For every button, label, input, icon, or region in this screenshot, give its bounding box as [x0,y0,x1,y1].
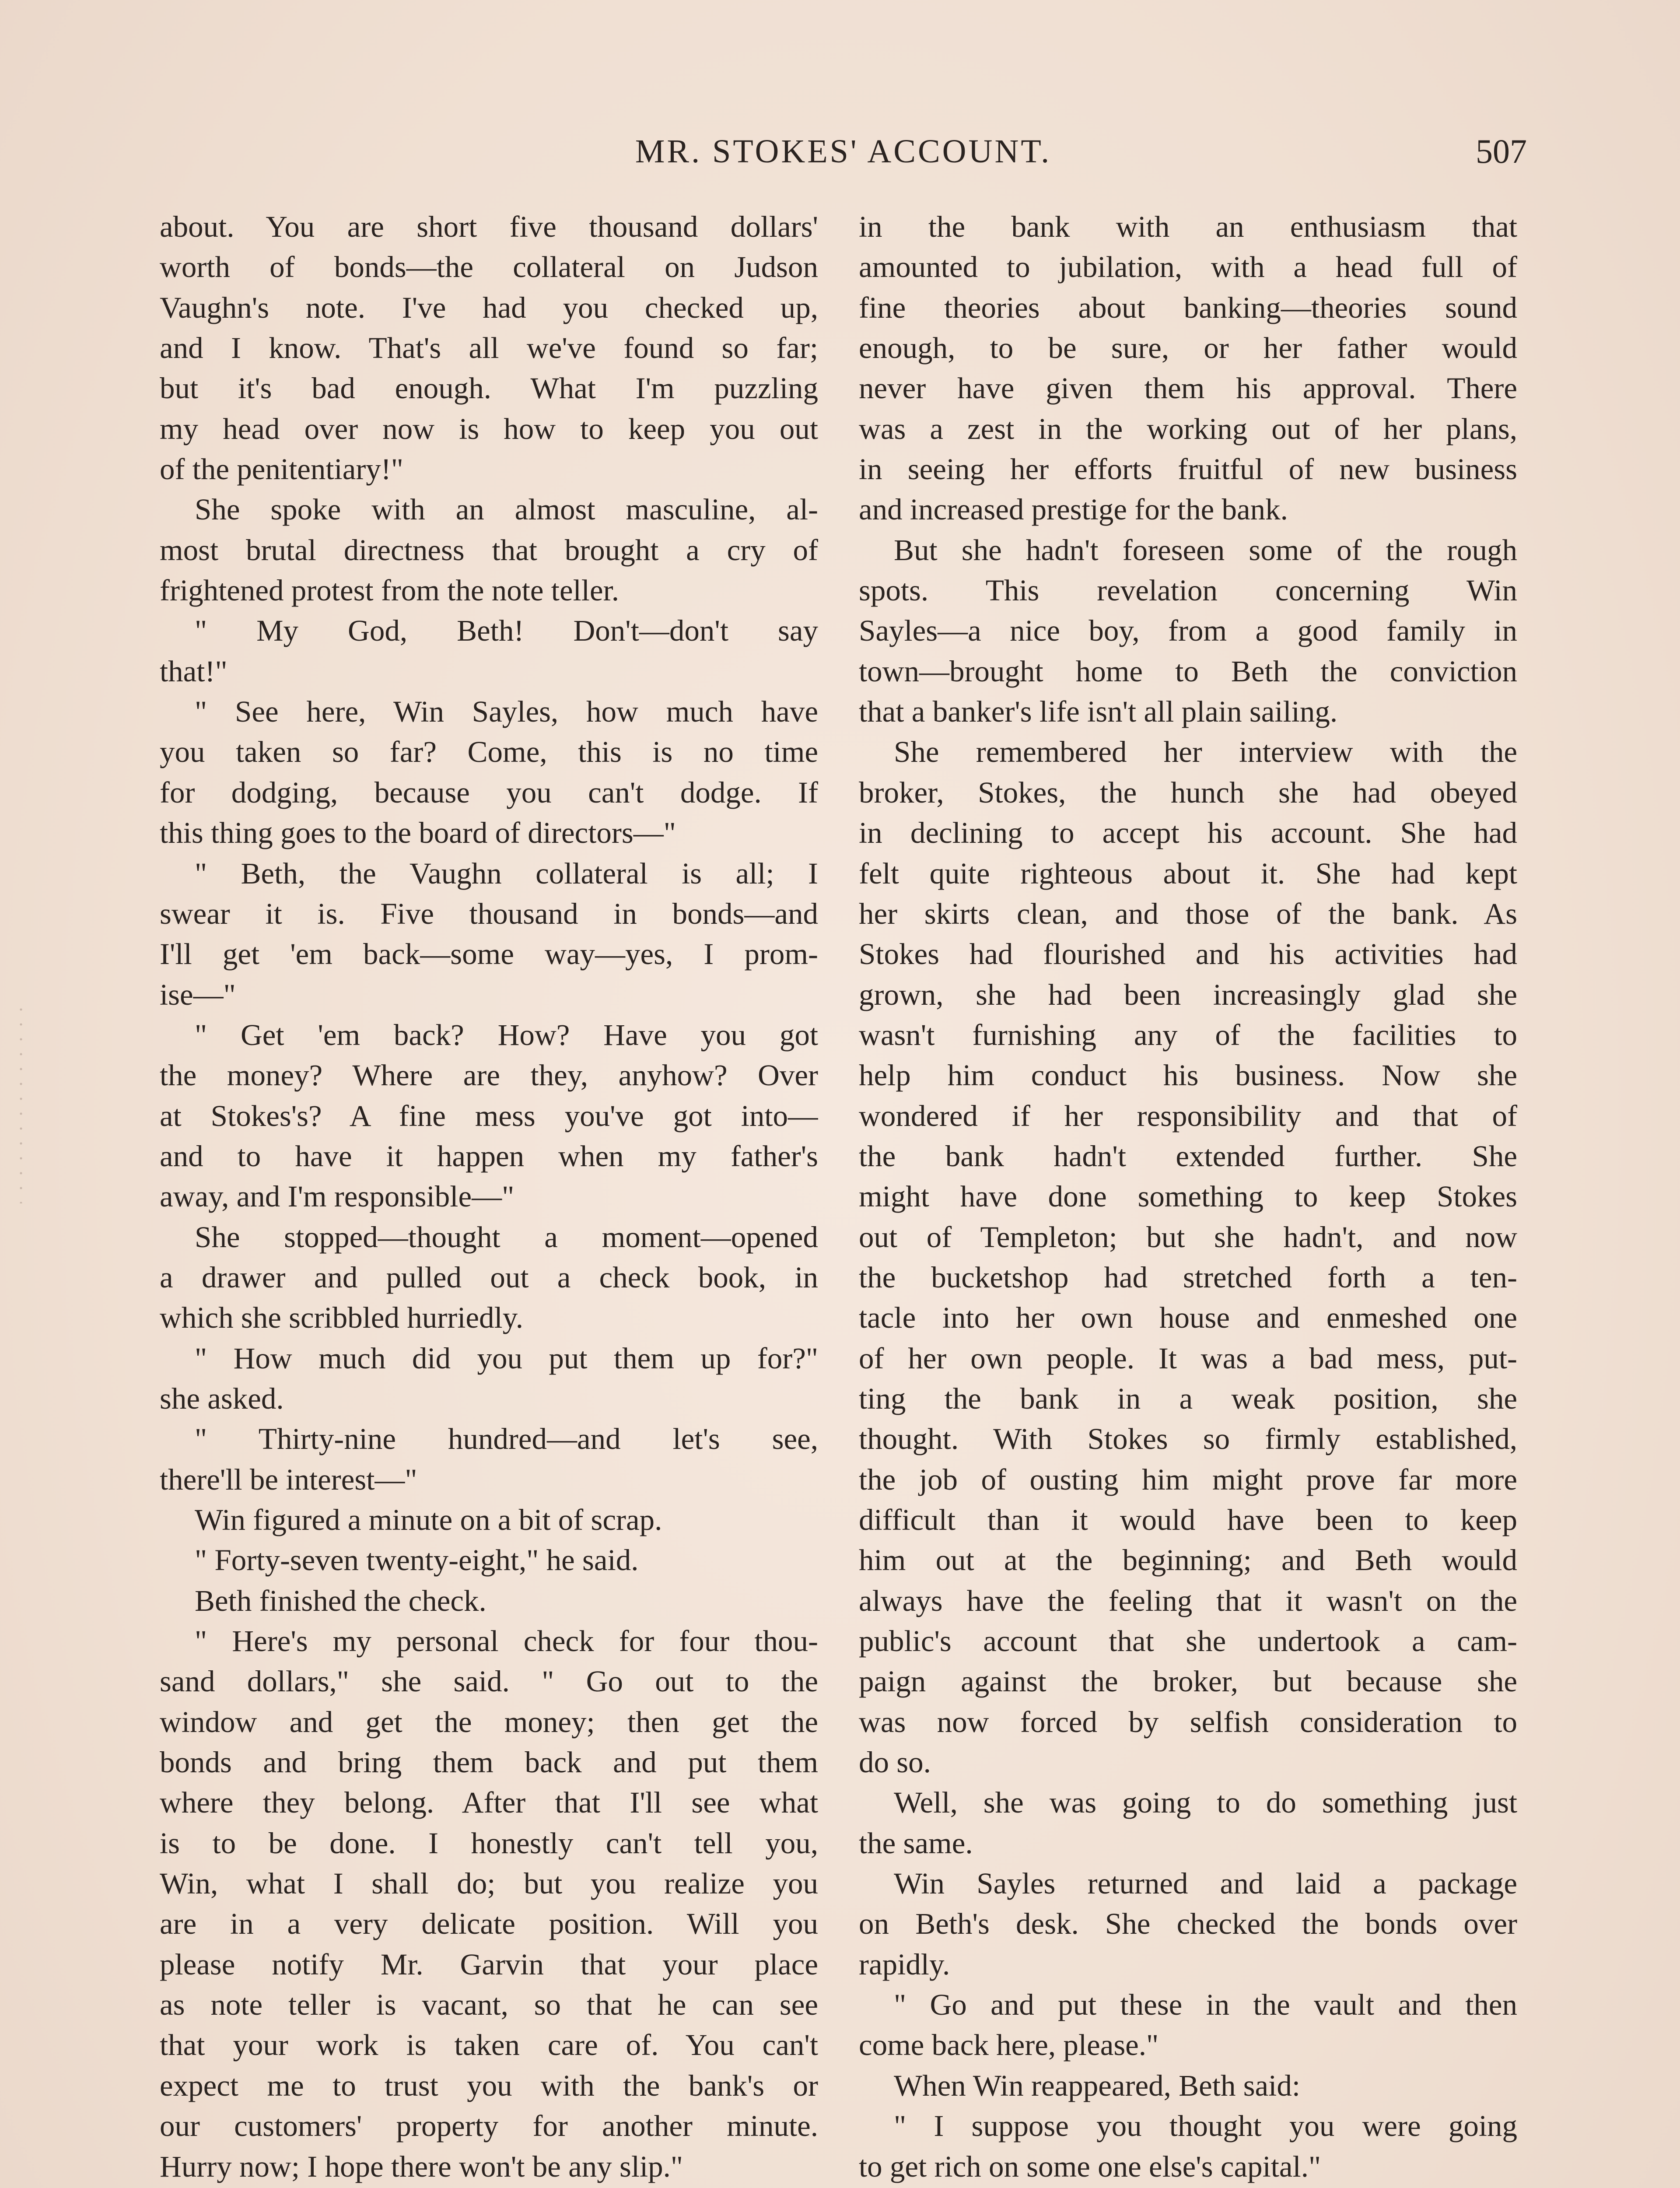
text-line: frightened protest from the note teller. [160,574,619,607]
text-line: this thing goes to the board of directors—" [160,816,676,850]
text-line: that a banker's life isn't all plain sailing. [859,695,1338,729]
text-line: public's account that she undertook a cam- [859,1624,1517,1658]
right-text-column [859,207,1517,2188]
text-line: you taken so far? Come, this is no time [160,735,818,769]
text-line: the job of ousting him might prove far more [859,1462,1517,1496]
text-line: She remembered her interview with the [894,735,1517,769]
text-line: " How much did you put them up for?" [195,1341,818,1375]
text-line: ise—" [160,978,236,1011]
text-line: there'll be interest—" [160,1462,417,1496]
text-line: bonds and bring them back and put them [160,1746,818,1779]
text-line: She stopped—thought a moment—opened [195,1220,818,1254]
text-line: difficult than it would have been to keep [859,1503,1517,1536]
text-line: expect me to trust you with the bank's or [160,2069,818,2102]
text-line: a drawer and pulled out a check book, in [160,1260,818,1294]
text-line: fine theories about banking—theories sound [859,291,1517,324]
text-line: broker, Stokes, the hunch she had obeyed [859,775,1517,809]
text-line: that!" [160,654,228,688]
text-line: She spoke with an almost masculine, al- [195,493,818,526]
text-line: enough, to be sure, or her father would [859,331,1517,365]
text-line: most brutal directness that brought a cry of [160,533,818,567]
text-line: But she hadn't foreseen some of the rough [894,533,1517,567]
text-line: was now forced by selfish consideration to [859,1705,1517,1739]
text-line: him out at the beginning; and Beth would [859,1543,1517,1577]
text-line: always have the feeling that it wasn't on the [859,1584,1517,1617]
text-line: town—brought home to Beth the conviction [859,654,1517,688]
text-line: in the bank with an enthusiasm that [859,210,1517,243]
running-head [160,130,1527,173]
text-line: Vaughn's note. I've had you checked up, [160,291,818,324]
text-line: felt quite righteous about it. She had kept [859,856,1517,890]
text-line: but it's bad enough. What I'm puzzling [160,372,818,405]
text-line: Sayles—a nice boy, from a good family in [859,614,1517,648]
text-line: the same. [859,1826,973,1860]
text-line: she asked. [160,1382,284,1415]
text-line: help him conduct his business. Now she [859,1059,1517,1092]
text-line: wasn't furnishing any of the facilities to [859,1018,1517,1052]
text-line: at Stokes's? A fine mess you've got into— [160,1099,818,1133]
text-line: and to have it happen when my father's [160,1139,818,1173]
text-line: that your work is taken care of. You can't [160,2028,818,2062]
text-line: grown, she had been increasingly glad she [859,978,1517,1011]
text-line: swear it is. Five thousand in bonds—and [160,897,818,930]
text-line: Stokes had flourished and his activities had [859,937,1517,971]
text-line: " Forty-seven twenty-eight," he said. [195,1543,639,1577]
margin-perforation-dots [18,1002,24,1203]
text-line: wondered if her responsibility and that of [859,1099,1517,1133]
text-line: never have given them his approval. There [859,372,1517,405]
text-line: the money? Where are they, anyhow? Over [160,1059,818,1092]
text-line: the bucketshop had stretched forth a ten- [859,1260,1517,1294]
text-line: come back here, please." [859,2028,1159,2062]
text-line: are in a very delicate position. Will you [160,1907,818,1941]
text-line: worth of bonds—the collateral on Judson [160,250,818,284]
text-line: When Win reappeared, Beth said: [894,2069,1301,2102]
text-line: on Beth's desk. She checked the bonds over [859,1907,1517,1941]
text-line: away, and I'm responsible—" [160,1180,514,1213]
text-line: in seeing her efforts fruitful of new business [859,452,1517,486]
text-line: Win figured a minute on a bit of scrap. [195,1503,662,1536]
text-line: " Here's my personal check for four thou- [195,1624,818,1658]
text-line: ting the bank in a weak position, she [859,1382,1517,1415]
text-line: Win Sayles returned and laid a package [894,1867,1517,1900]
text-line: our customers' property for another minute. [160,2109,818,2143]
text-line: spots. This revelation concerning Win [859,574,1517,607]
text-line: window and get the money; then get the [160,1705,818,1739]
text-line: paign against the broker, but because she [859,1665,1517,1698]
text-line: Beth finished the check. [195,1584,486,1617]
left-text-column [160,207,818,2188]
text-line: " My God, Beth! Don't—don't say [195,614,818,648]
text-line: about. You are short five thousand dollars' [160,210,818,243]
text-line: " See here, Win Sayles, how much have [195,695,818,729]
text-line: might have done something to keep Stokes [859,1180,1517,1213]
text-line: " I suppose you thought you were going [894,2109,1517,2143]
text-line: and I know. That's all we've found so far; [160,331,818,365]
text-line: as note teller is vacant, so that he can see [160,1988,818,2022]
text-line: is to be done. I honestly can't tell you, [160,1826,818,1860]
text-line: Hurry now; I hope there won't be any slip." [160,2149,683,2183]
text-line: Well, she was going to do something just [894,1786,1517,1820]
text-line: tacle into her own house and enmeshed one [859,1301,1517,1335]
text-line: Win, what I shall do; but you realize you [160,1867,818,1900]
text-line: " Thirty-nine hundred—and let's see, [195,1422,818,1456]
text-line: " Beth, the Vaughn collateral is all; I [195,856,818,890]
text-line: out of Templeton; but she hadn't, and now [859,1220,1517,1254]
page-number: 507 [1476,132,1527,170]
text-line: in declining to accept his account. She had [859,816,1517,850]
text-line: " Go and put these in the vault and then [894,1988,1517,2022]
text-line: my head over now is how to keep you out [160,412,818,445]
text-line: of her own people. It was a bad mess, put- [859,1341,1517,1375]
text-line: for dodging, because you can't dodge. If [160,775,818,809]
text-line: thought. With Stokes so firmly established, [859,1422,1517,1456]
text-line: amounted to jubilation, with a head full of [859,250,1517,284]
text-line: the bank hadn't extended further. She [859,1139,1517,1173]
text-line: of the penitentiary!" [160,452,403,486]
text-line: " Get 'em back? How? Have you got [195,1018,818,1052]
text-line: do so. [859,1746,931,1779]
text-line: to get rich on some one else's capital." [859,2149,1321,2183]
text-line: rapidly. [859,1947,950,1981]
text-line: sand dollars," she said. " Go out to the [160,1665,818,1698]
text-line: her skirts clean, and those of the bank. As [859,897,1517,930]
text-line: which she scribbled hurriedly. [160,1301,523,1335]
text-line: I'll get 'em back—some way—yes, I prom- [160,937,818,971]
text-line: and increased prestige for the bank. [859,493,1288,526]
running-title: MR. STOKES' ACCOUNT. [635,133,1052,170]
text-line: please notify Mr. Garvin that your place [160,1947,818,1981]
text-line: where they belong. After that I'll see what [160,1786,818,1820]
text-line: was a zest in the working out of her plans, [859,412,1517,445]
